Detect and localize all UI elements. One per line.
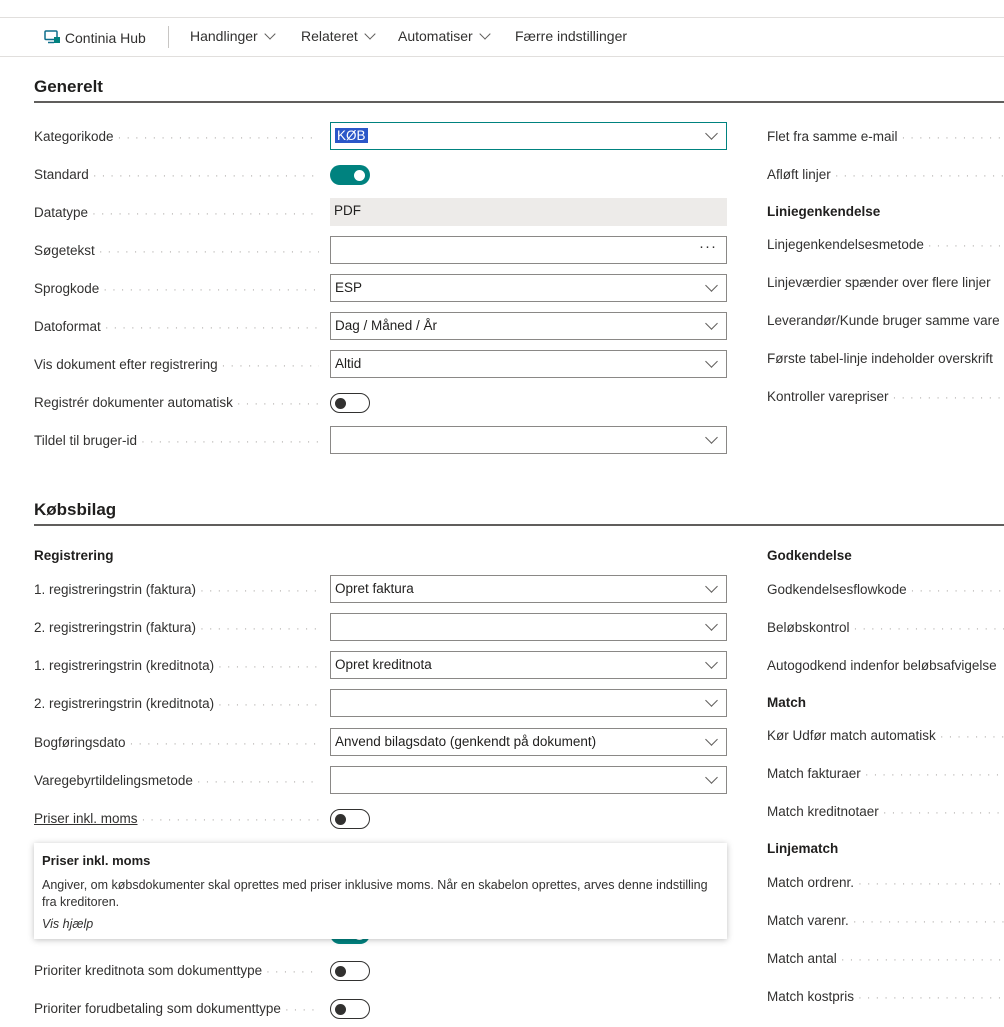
show-document-label: Vis dokument efter registrering · · · [34,357,319,372]
assign-user-label: Tildel til bruger-id · · · [34,433,319,448]
automate-label: Automatiser [398,28,473,44]
chevron-down-icon[interactable] [705,431,718,444]
language-code-label: Sprogkode · · · [34,281,319,296]
related-menu[interactable] [301,28,374,44]
step2-credit-field[interactable] [330,689,727,717]
show-help-link[interactable]: Vis hjælp [42,917,94,931]
posting-date-field[interactable] [330,728,727,756]
match-credit-memos-label: Match kreditnotaer · · · [767,804,1004,819]
chevron-down-icon[interactable] [705,317,718,330]
match-quantity-label: Match antal · · · [767,951,1004,966]
category-code-label: Kategorikode · · · [34,129,319,144]
step1-invoice-value: Opret faktura [335,581,414,596]
standard-toggle[interactable] [330,165,370,185]
line-method-label: Linjegenkendelsesmetode · · · [767,237,1004,252]
chevron-down-icon [364,28,375,39]
more-options-icon[interactable]: ··· [699,238,717,255]
continia-hub-label: Continia Hub [64,30,146,46]
prices-incl-vat-link[interactable]: Priser inkl. moms [34,811,138,826]
assign-user-field[interactable] [330,426,727,454]
step2-invoice-field[interactable] [330,613,727,641]
prioritize-prepayment-toggle[interactable] [330,999,370,1019]
date-format-label: Datoformat · · · [34,319,319,334]
approval-heading: Godkendelse [767,548,852,563]
prices-incl-vat-label[interactable] [34,811,319,826]
datatype-field [330,198,727,226]
vendor-same-item-label: Leverandør/Kunde bruger samme vare [767,313,1000,328]
first-line-header-label: Første tabel-linje indeholder overskrift [767,351,993,366]
prices-incl-vat-toggle[interactable] [330,809,370,829]
chevron-down-icon[interactable] [705,279,718,292]
merge-email-label: Flet fra samme e-mail · · · [767,129,1004,144]
top-edge [0,0,1004,18]
datatype-value: PDF [334,203,361,218]
check-prices-label: Kontroller varepriser · · · [767,389,1004,404]
chevron-down-icon[interactable] [705,580,718,593]
actions-menu[interactable] [190,28,274,44]
auto-register-label: Registrér dokumenter automatisk · · · [34,395,319,410]
amount-check-label: Beløbskontrol · · · [767,620,1004,635]
match-order-label: Match ordrenr. · · · [767,875,1004,890]
chevron-down-icon[interactable] [705,694,718,707]
step1-credit-label: 1. registreringstrin (kreditnota) · · · [34,658,319,673]
auto-approve-label: Autogodkend indenfor beløbsafvigelse [767,658,997,673]
chevron-down-icon[interactable] [705,618,718,631]
field-tooltip [34,843,727,939]
auto-register-toggle[interactable] [330,393,370,413]
actions-label: Handlinger [190,28,258,44]
standard-label: Standard · · · [34,167,319,182]
step1-invoice-label: 1. registreringstrin (faktura) · · · [34,582,319,597]
prioritize-credit-label: Prioriter kreditnota som dokumenttype · · · [34,963,319,978]
section-title-general[interactable]: Generelt [34,77,103,96]
category-code-field[interactable] [330,122,727,150]
ended-lines-label: Afløft linjer · · · [767,167,1004,182]
line-match-heading: Linjematch [767,841,839,856]
chevron-down-icon[interactable] [705,355,718,368]
fewer-options-button[interactable]: Færre indstillinger [515,28,628,44]
show-document-value: Altid [335,356,362,371]
posting-date-value: Anvend bilagsdato (genkendt på dokument) [335,734,597,749]
tooltip-body: Angiver, om købsdokumenter skal oprettes med priser inklusive moms. Når en skabelon oprettes, arves denne indstilling fra kreditoren. [42,878,708,909]
item-charge-field[interactable] [330,766,727,794]
action-bar [0,18,1004,57]
chevron-down-icon [479,28,490,39]
posting-date-label: Bogføringsdato · · · [34,735,319,750]
approval-flow-label: Godkendelsesflowkode · · · [767,582,1004,597]
date-format-field[interactable] [330,312,727,340]
section-divider [34,101,1004,103]
category-code-value: KØB [337,128,366,143]
line-recognition-heading: Liniegenkendelse [767,204,881,219]
prioritize-prepayment-label: Prioriter forudbetaling som dokumenttype · · · [34,1001,319,1016]
run-match-label: Kør Udfør match automatisk · · · [767,728,1004,743]
section-title-purchase[interactable]: Købsbilag [34,500,117,519]
toolbar-separator [168,26,169,48]
step1-credit-value: Opret kreditnota [335,657,432,672]
step2-credit-label: 2. registreringstrin (kreditnota) · · · [34,696,319,711]
date-format-value: Dag / Måned / År [335,318,438,333]
chevron-down-icon[interactable] [705,656,718,669]
automate-menu[interactable] [398,28,489,44]
step1-credit-field[interactable] [330,651,727,679]
search-text-label: Søgetekst · · · [34,243,319,258]
hub-icon [44,32,65,48]
item-charge-label: Varegebyrtildelingsmetode · · · [34,773,319,788]
section-divider [34,524,1004,526]
prioritize-credit-toggle[interactable] [330,961,370,981]
chevron-down-icon[interactable] [705,127,718,140]
language-code-value: ESP [335,280,363,295]
registration-heading: Registrering [34,548,114,563]
line-span-label: Linjeværdier spænder over flere linjer [767,275,991,290]
chevron-down-icon[interactable] [705,771,718,784]
datatype-label: Datatype · · · [34,205,319,220]
step2-invoice-label: 2. registreringstrin (faktura) · · · [34,620,319,635]
match-item-label: Match varenr. · · · [767,913,1004,928]
related-label: Relateret [301,28,358,44]
match-heading: Match [767,695,807,710]
chevron-down-icon [264,28,275,39]
step1-invoice-field[interactable] [330,575,727,603]
match-cost-label: Match kostpris · · · [767,989,1004,1004]
chevron-down-icon[interactable] [705,733,718,746]
tooltip-title: Priser inkl. moms [42,853,151,868]
language-code-field[interactable] [330,274,727,302]
continia-hub-button[interactable] [44,28,146,46]
search-text-field[interactable] [330,236,727,264]
show-document-field[interactable] [330,350,727,378]
match-invoices-label: Match fakturaer · · · [767,766,1004,781]
